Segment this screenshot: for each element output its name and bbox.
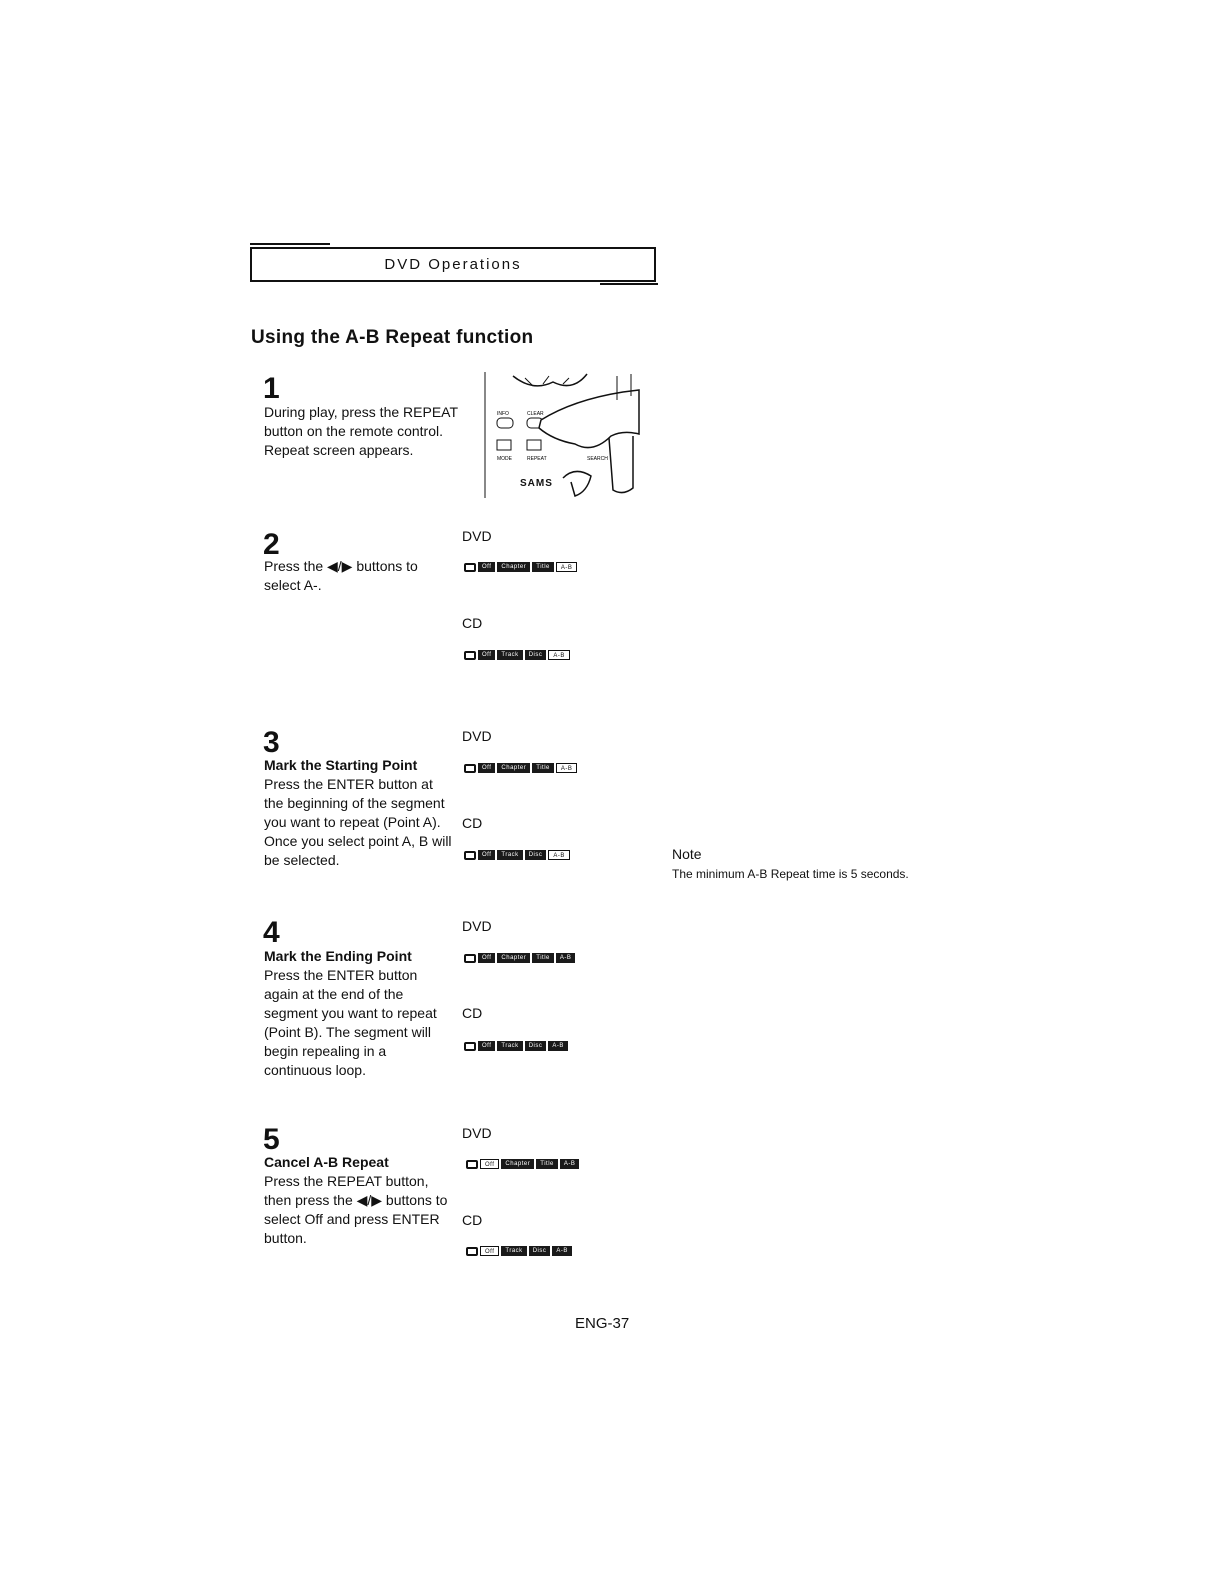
dvd-label: DVD (462, 728, 492, 744)
header-rule (250, 243, 330, 245)
section-header-label: DVD Operations (384, 256, 522, 273)
osd-ab: A-B (556, 763, 578, 773)
osd-off: Off (478, 850, 495, 860)
cd-osd-bar (464, 649, 570, 661)
osd-ab: A-B (548, 650, 570, 660)
dvd-osd-bar (464, 561, 577, 573)
step-5-text-block (264, 1153, 454, 1248)
osd-off: Off (478, 763, 495, 773)
dvd-repeat-icon (464, 764, 476, 773)
cd-label: CD (462, 1212, 483, 1228)
dvd-repeat-icon (464, 954, 476, 963)
step-1-text: During play, press the REPEAT button on the remote control. Repeat screen appears. (264, 404, 458, 458)
osd-disc: Disc (529, 1246, 551, 1256)
osd-chapter: Chapter (497, 763, 530, 773)
osd-chapter: Chapter (501, 1159, 534, 1169)
cd-osd-bar (464, 1040, 568, 1052)
osd-ab: A-B (548, 1041, 568, 1051)
dvd-osd-bar (464, 762, 577, 774)
svg-text:CLEAR: CLEAR (527, 411, 544, 417)
osd-title: Title (532, 763, 554, 773)
dvd-osd-bar (466, 1158, 579, 1170)
osd-disc: Disc (525, 1041, 547, 1051)
osd-off: Off (478, 562, 495, 572)
step-4-heading: Mark the Ending Point (264, 948, 412, 964)
step-5-text: Press the REPEAT button, then press the ◀/▶ buttons to select Off and press ENTER button. (264, 1173, 448, 1246)
osd-off: Off (480, 1246, 499, 1256)
dvd-repeat-icon (466, 1160, 478, 1169)
step-4-number: 4 (263, 916, 280, 949)
step-3-number: 3 (263, 726, 280, 759)
osd-ab: A-B (552, 1246, 572, 1256)
note-text: The minimum A-B Repeat time is 5 seconds. (672, 867, 909, 881)
osd-track: Track (497, 650, 522, 660)
step-5-heading: Cancel A-B Repeat (264, 1154, 389, 1170)
section-header (250, 247, 656, 282)
step-3-text-block (264, 756, 454, 870)
osd-ab: A-B (556, 953, 576, 963)
dvd-repeat-icon (464, 563, 476, 572)
cd-osd-bar (466, 1245, 572, 1257)
osd-title: Title (532, 562, 554, 572)
step-2-number: 2 (263, 528, 280, 561)
dvd-label: DVD (462, 1125, 492, 1141)
osd-off: Off (478, 953, 495, 963)
step-3-heading: Mark the Starting Point (264, 757, 418, 773)
cd-osd-bar (464, 849, 570, 861)
osd-ab: A-B (556, 562, 578, 572)
dvd-label: DVD (462, 918, 492, 934)
page-title: Using the A-B Repeat function (251, 327, 534, 348)
osd-ab: A-B (560, 1159, 580, 1169)
osd-track: Track (497, 1041, 522, 1051)
dvd-label: DVD (462, 528, 492, 544)
osd-off: Off (478, 1041, 495, 1051)
osd-title: Title (532, 953, 554, 963)
remote-control-illustration (483, 370, 643, 500)
cd-repeat-icon (464, 651, 476, 660)
osd-title: Title (536, 1159, 558, 1169)
page-number: ENG-37 (575, 1315, 630, 1332)
cd-repeat-icon (464, 851, 476, 860)
osd-chapter: Chapter (497, 953, 530, 963)
note-title: Note (672, 846, 702, 862)
svg-text:REPEAT: REPEAT (527, 456, 547, 462)
step-4-text: Press the ENTER button again at the end of the segment you want to repeat (Point B). The segment will begin repealing in a continuous loop. (264, 967, 437, 1078)
osd-ab: A-B (548, 850, 570, 860)
cd-label: CD (462, 1005, 483, 1021)
osd-disc: Disc (525, 650, 547, 660)
osd-off: Off (480, 1159, 499, 1169)
cd-label: CD (462, 615, 483, 631)
step-5-number: 5 (263, 1123, 280, 1156)
dvd-osd-bar (464, 952, 575, 964)
step-3-text: Press the ENTER button at the beginning of the segment you want to repeat (Point A). Once you select point A, B will be selected. (264, 776, 452, 868)
step-4-text-block (264, 947, 454, 1080)
cd-repeat-icon (466, 1247, 478, 1256)
osd-disc: Disc (525, 850, 547, 860)
osd-track: Track (501, 1246, 526, 1256)
cd-label: CD (462, 815, 483, 831)
header-underline (600, 283, 658, 285)
svg-text:MODE: MODE (497, 456, 512, 462)
osd-track: Track (497, 850, 522, 860)
svg-text:INFO: INFO (497, 411, 509, 417)
cd-repeat-icon (464, 1042, 476, 1051)
step-1-number: 1 (263, 372, 280, 405)
osd-off: Off (478, 650, 495, 660)
step-2-text: Press the ◀/▶ buttons to select A-. (264, 558, 418, 593)
svg-text:SEARCH: SEARCH (587, 456, 608, 462)
remote-brand-label: SAMS (520, 478, 553, 489)
osd-chapter: Chapter (497, 562, 530, 572)
